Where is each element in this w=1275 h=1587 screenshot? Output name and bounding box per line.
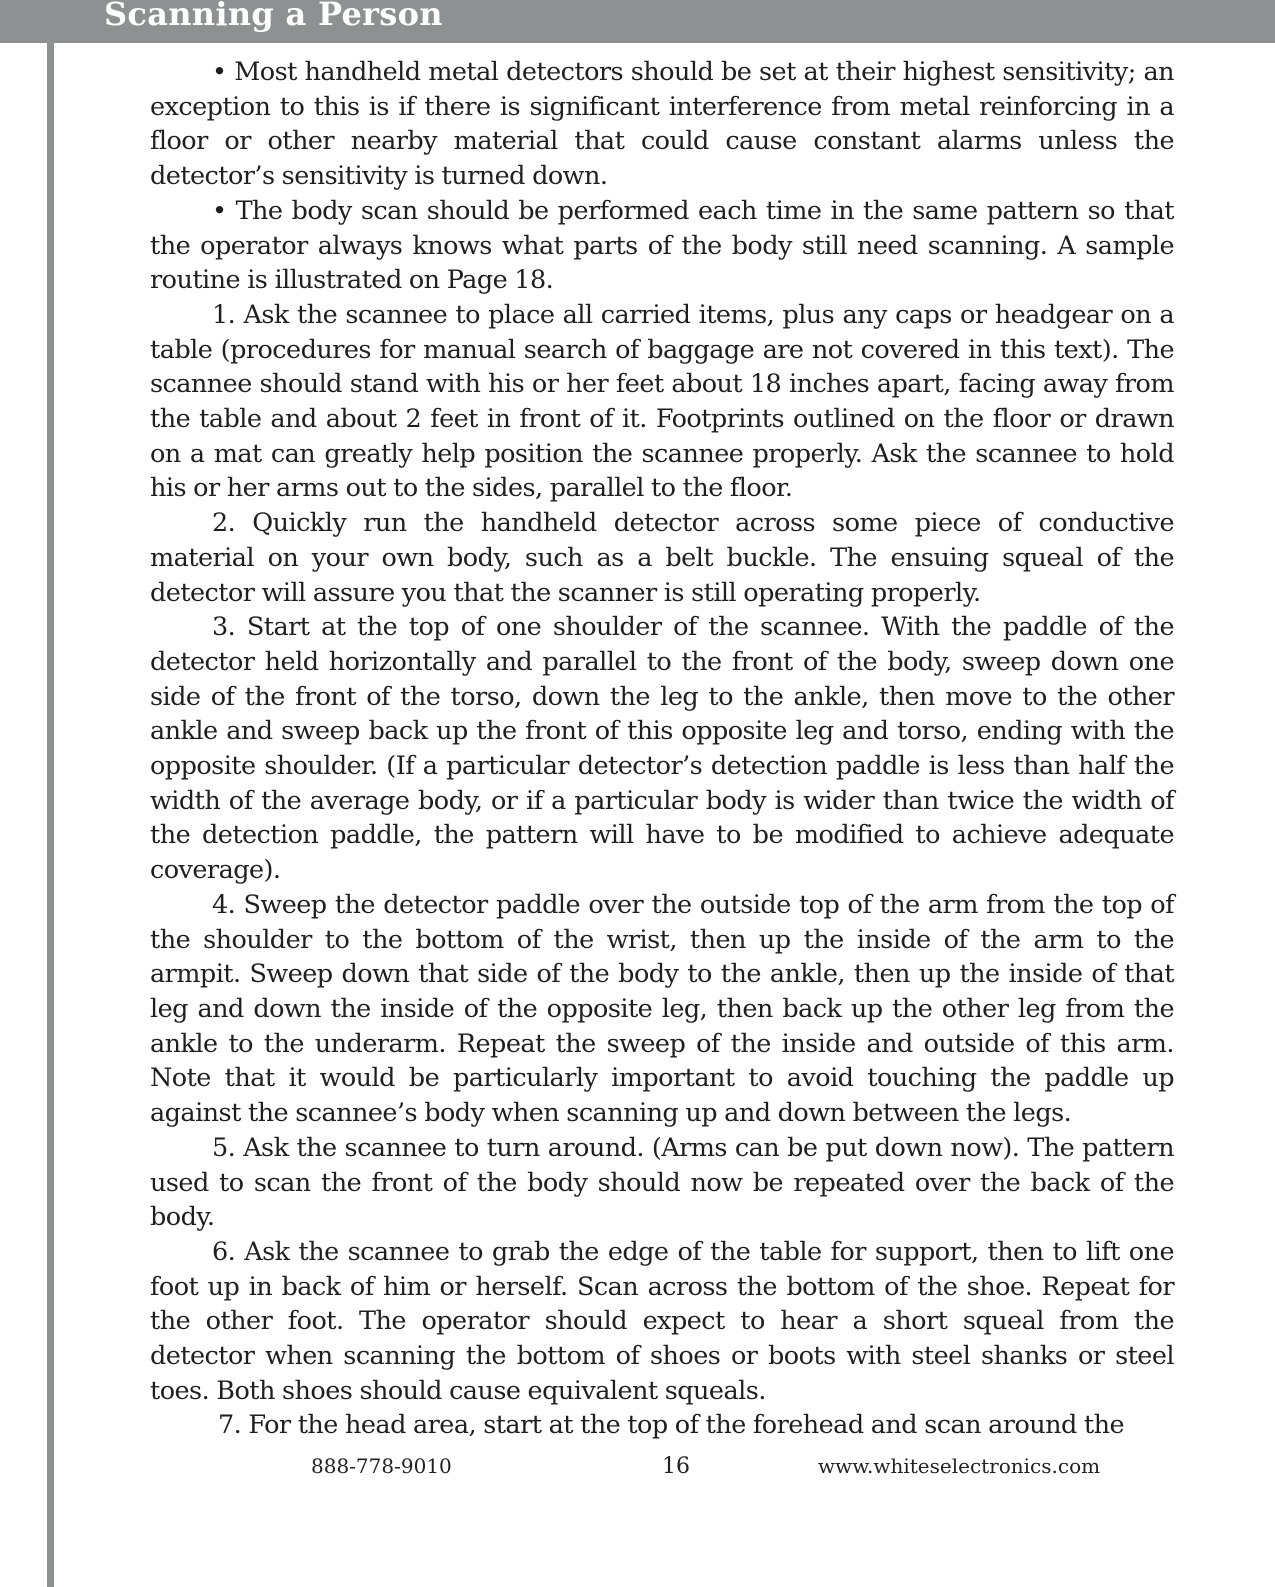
- step-3: 3. Start at the top of one shoulder of the scannee. With the paddle of the detector held horizontally and parallel to the front of the body, sweep down one side of the front of the torso, down the leg to the ankle, then move to the other ankle and sweep back up the front of this opposite leg and torso, ending with the opposite shoulder. (If a particular detector’s detection paddle is less than half the width of the average body, or if a particular body is wider than twice the width of the detection paddle, the pattern will have to be modified to achieve adequate coverage).: [150, 612, 1174, 886]
- step-7: 7. For the head area, start at the top of the forehead and scan around the: [218, 1410, 1125, 1441]
- step-5: 5. Ask the scannee to turn around. (Arms can be put down now). The pattern used to scan the front of the body should now be repeated over the back of the body.: [150, 1132, 1174, 1233]
- step-6: 6. Ask the scannee to grab the edge of the table for support, then to lift one foot up in back of him or herself. Scan across the bottom of the shoe. Repeat for the other foot. The operator should expect to hear a short squeal from the detector when scanning the bottom of shoes or boots with steel shanks or steel toes. Both shoes should cause equivalent squeals.: [150, 1236, 1174, 1406]
- left-margin-rule: [47, 43, 54, 1587]
- section-title: Scanning a Person: [104, 0, 443, 33]
- bullet-scan-pattern: • The body scan should be performed each time in the same pattern so that the operator always knows what parts of the body still need scanning. A sample routine is illustrated on Page 18.: [150, 195, 1174, 296]
- bullet-sensitivity: • Most handheld metal detectors should be set at their highest sensitivity; an exception to this is if there is significant interference from metal reinforcing in a floor or other nearby material that could cause constant alarms unless the detector’s sensitivity is turned down.: [150, 57, 1174, 192]
- footer-website: www.whiteselectronics.com: [818, 1454, 1101, 1478]
- step-4: 4. Sweep the detector paddle over the outside top of the arm from the top of the shoulder to the bottom of the wrist, then up the inside of the arm to the armpit. Sweep down that side of the body to the ankle, then up the inside of that leg and down the inside of the opposite leg, then back up the other leg from the ankle to the underarm. Repeat the sweep of the inside and outside of this arm. Note that it would be particularly important to avoid touching the paddle up against the scannee’s body when scanning up and down between the legs.: [150, 889, 1174, 1129]
- page-footer: [0, 1454, 1275, 1484]
- page-number: 16: [662, 1454, 690, 1479]
- body-text: [150, 55, 1174, 1443]
- footer-phone: 888-778-9010: [311, 1454, 452, 1478]
- step-1: 1. Ask the scannee to place all carried items, plus any caps or headgear on a table (procedures for manual search of baggage are not covered in this text). The scannee should stand with his or her feet about 18 inches apart, facing away from the table and about 2 feet in front of it. Footprints outlined on the floor or drawn on a mat can greatly help position the scannee properly. Ask the scannee to hold his or her arms out to the sides, parallel to the floor.: [150, 299, 1174, 504]
- header-bar: [0, 0, 1275, 43]
- step-2: 2. Quickly run the handheld detector across some piece of conductive material on your own body, such as a belt buckle. The ensuing squeal of the detector will assure you that the scanner is still operating properly.: [150, 508, 1174, 608]
